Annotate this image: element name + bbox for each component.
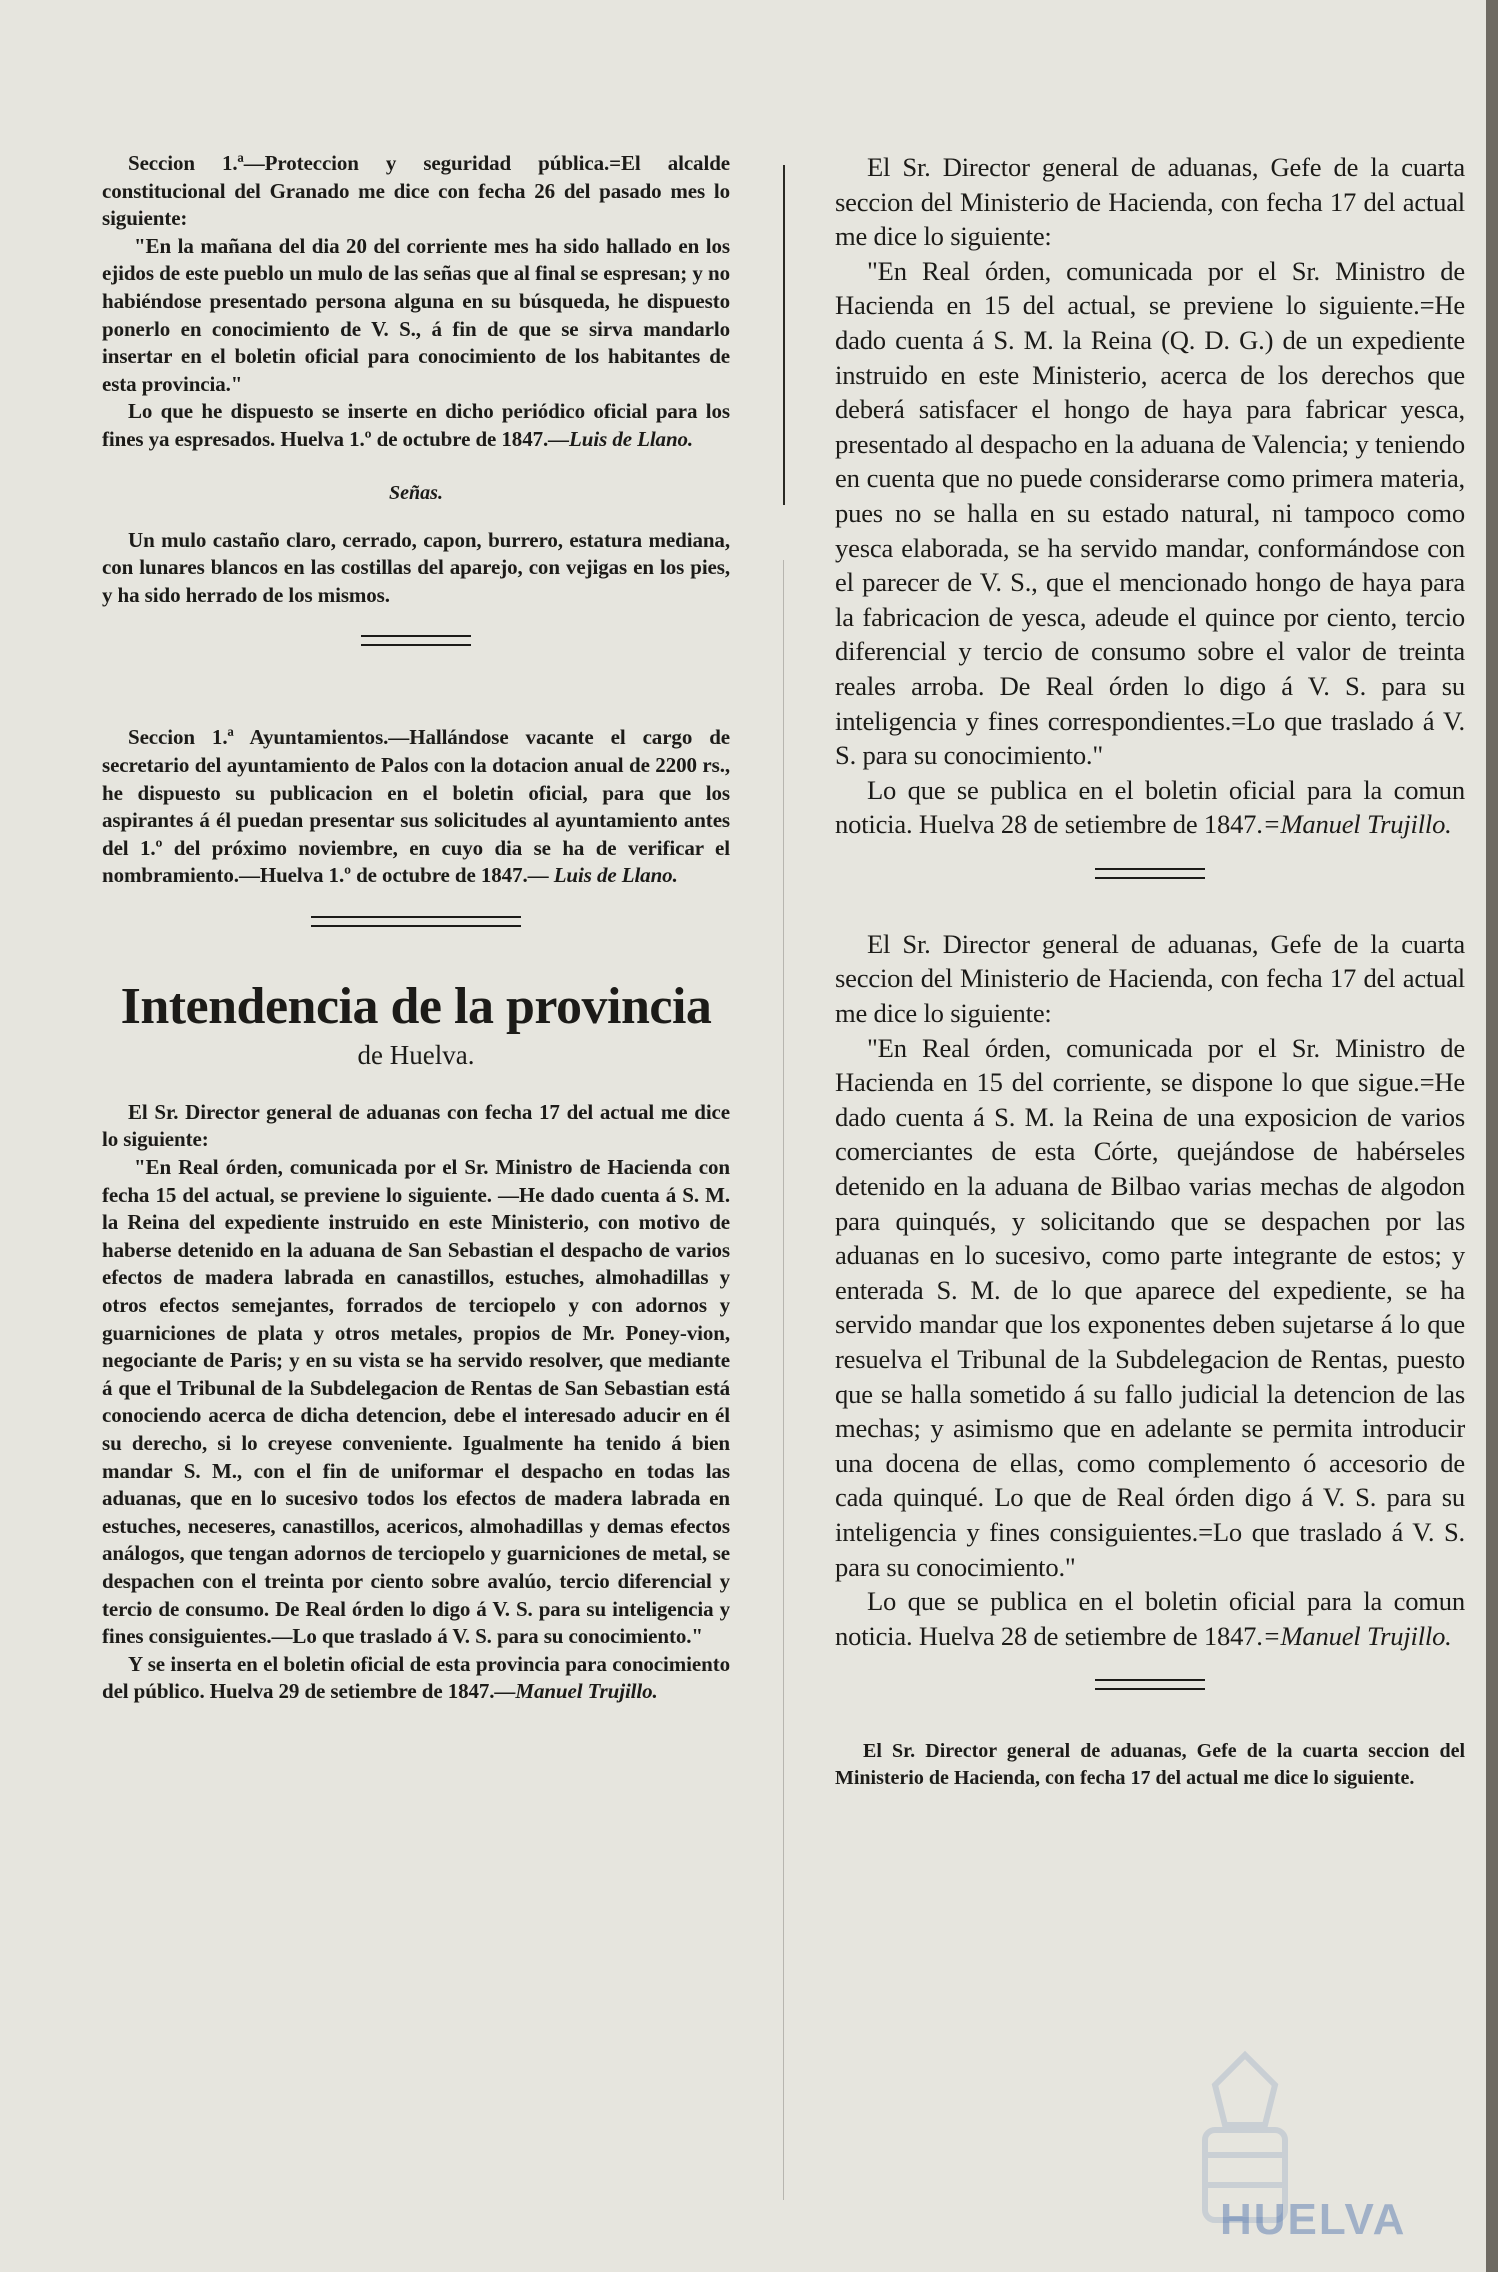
- closing-text: Lo que se publica en el boletin oficial para la comun noticia. Huelva 28 de setiembre de 1847.: [835, 1586, 1465, 1651]
- notice-quote: "En la mañana del dia 20 del corriente mes ha sido hallado en los ejidos de este pueblo un mulo de las señas que al final se espresan; y no habiéndose presentado persona alguna en su búsqueda, he dispuesto ponerlo en conocimiento de V. S., á fin de que se sirva mandarlo insertar en el boletin oficial para conocimiento de los habitantes de esta provincia.": [102, 233, 730, 396]
- section-rule-long: [102, 916, 730, 927]
- column-divider-faint: [783, 560, 784, 2200]
- closing-text: Lo que se publica en el boletin oficial para la comun noticia. Huelva 28 de setiembre de 1847.: [835, 774, 1465, 840]
- notice-closing: [102, 398, 730, 453]
- notice-paragraph-truncated: El Sr. Director general de aduanas, Gefe de la cuarta seccion del Ministerio de Hacienda, con fecha 17 del actual me dice lo siguiente.: [835, 1740, 1465, 1790]
- notice-paragraph: El Sr. Director general de aduanas, Gefe de la cuarta seccion del Ministerio de Hacienda, con fecha 17 del actual me dice lo siguiente:: [835, 152, 1465, 252]
- notice-closing-text: Lo que he dispuesto se inserte en dicho periódico oficial para los fines ya espresados. Huelva 1.º de octubre de 1847.: [102, 399, 730, 451]
- closing-text: Y se inserta en el boletin oficial de esta provincia para conocimiento del público. Huelva 29 de setiembre de 1847.: [102, 1651, 730, 1704]
- signature: Luis de Llano.: [553, 863, 678, 888]
- notice-quote: "En Real órden, comunicada por el Sr. Ministro de Hacienda en 15 del actual, se previene lo siguiente.=He dado cuenta á S. M. la Reina (Q. D. G.) de un expediente instruido en este Ministerio, acerca de los derechos que deberá satisfacer el hongo de haya para fabricar yesca, presentado al despacho en la aduana de Valencia; y teniendo en cuenta que no puede considerarse como primera materia, pues no se halla en su estado natural, ni tampoco como yesca elaborada, se ha servido mandar, conformándose con el parecer de V. S., que el mencionado hongo de haya para la fabricacion de yesca, adeude el quince por ciento, tercio diferencial y tercio de consumo sobre el valor de treinta reales arroba. De Real órden lo digo á V. S. para su inteligencia y fines correspondientes.=Lo que traslado á V. S. para su conocimiento.": [835, 255, 1465, 771]
- notice-paragraph-ayuntamientos: [102, 724, 730, 890]
- intendencia-closing: [102, 1651, 730, 1706]
- signature: =Manuel Trujillo.: [1262, 1620, 1452, 1651]
- notice-closing: [835, 1584, 1465, 1653]
- notice-quote: "En Real órden, comunicada por el Sr. Ministro de Hacienda en 15 del corriente, se dispone lo que sigue.=He dado cuenta á S. M. la Reina de una exposicion de varios comerciantes de esta Córte, quejándose de habérseles detenido en la aduana de Bilbao varias mechas de algodon para quinqués, y solicitando que se despachen por las aduanas en lo sucesivo, como parte integrante de estos; y enterada S. M. de lo que aparece del expediente, se ha servido mandar que los exponentes deben sujetarse á lo que resuelva el Tribunal de la Subdelegacion de Rentas, puesto que se halla sometido á su fallo judicial la detencion de las mechas; y asimismo que en adelante se permita introducir una docena de ellas, como complemento ó accesorio de cada quinqué. Lo que de Real órden digo á V. S. para su inteligencia y fines consiguientes.=Lo que traslado á V. S. para su conocimiento.": [835, 1032, 1465, 1582]
- page-edge: [1486, 0, 1498, 2272]
- right-column: [835, 150, 1465, 1792]
- section-rule: [835, 868, 1465, 879]
- intendencia-quote: "En Real órden, comunicada por el Sr. Ministro de Hacienda con fecha 15 del actual, se previene lo siguiente. —He dado cuenta á S. M. la Reina del expediente instruido en este Ministerio, con motivo de haberse detenido en la aduana de San Sebastian el despacho de varios efectos de madera labrada en canastillos, estuches, almohadillas y otros efectos semejantes, forrados de terciopelo y con adornos y guarniciones de plata y otros metales, propios de Mr. Poney-vion, negociante de Paris; y en su vista se ha servido resolver, que mediante á que el Tribunal de la Subdelegacion de Rentas de San Sebastian está conociendo acerca de dicha detencion, debe el interesado aducir en él su derecho, si lo creyese conveniente. Igualmente ha tenido á bien mandar S. M., con el fin de uniformar el despacho en todas las aduanas, que en lo sucesivo todos los efectos de madera labrada en estuches, neceseres, canastillos, acericos, almohadillas y demas efectos análogos, que tengan adornos de terciopelo y guarniciones de metal, se despachen con el treinta por ciento sobre avalúo, tercio diferencial y tercio de consumo. De Real órden lo digo á V. S. para su inteligencia y fines consiguientes.—Lo que traslado á V. S. para su conocimiento.": [102, 1155, 730, 1649]
- intendencia-intro: El Sr. Director general de aduanas con fecha 17 del actual me dice lo siguiente:: [102, 1099, 730, 1152]
- signature: —Manuel Trujillo.: [494, 1679, 658, 1704]
- section-title: Intendencia de la provincia: [120, 977, 712, 1035]
- section-rule: [102, 635, 730, 646]
- section-rule: [835, 1679, 1465, 1690]
- section-subtitle: de Huelva.: [357, 1039, 475, 1070]
- left-column: [102, 150, 730, 1706]
- notice-text: Seccion 1.ª Ayuntamientos.—Hallándose vacante el cargo de secretario del ayuntamiento de Palos con la dotacion anual de 2200 rs., he dispuesto su publicacion en el boletin oficial, para que los aspirantes á él puedan presentar sus solicitudes al ayuntamiento antes del 1.º del próximo noviembre, en cuyo dia se ha de verificar el nombramiento.—Huelva 1.º de octubre de 1847.—: [102, 725, 730, 888]
- watermark-text: HUELVA: [1220, 2195, 1407, 2244]
- signature: =Manuel Trujillo.: [1262, 809, 1452, 840]
- description-paragraph: Un mulo castaño claro, cerrado, capon, burrero, estatura mediana, con lunares blancos en las costillas del aparejo, con vejigas en los pies, y ha sido herrado de los mismos.: [102, 527, 730, 607]
- section-heading-senas: Señas.: [389, 481, 443, 504]
- notice-paragraph: Seccion 1.ª—Proteccion y seguridad pública.=El alcalde constitucional del Granado me dice con fecha 26 del pasado mes lo siguiente:: [102, 151, 730, 231]
- notice-closing: [835, 773, 1465, 842]
- column-divider: [783, 165, 785, 505]
- signature: —Luis de Llano.: [548, 426, 694, 451]
- notice-paragraph: El Sr. Director general de aduanas, Gefe de la cuarta seccion del Ministerio de Hacienda, con fecha 17 del actual me dice lo siguiente:: [835, 928, 1465, 1029]
